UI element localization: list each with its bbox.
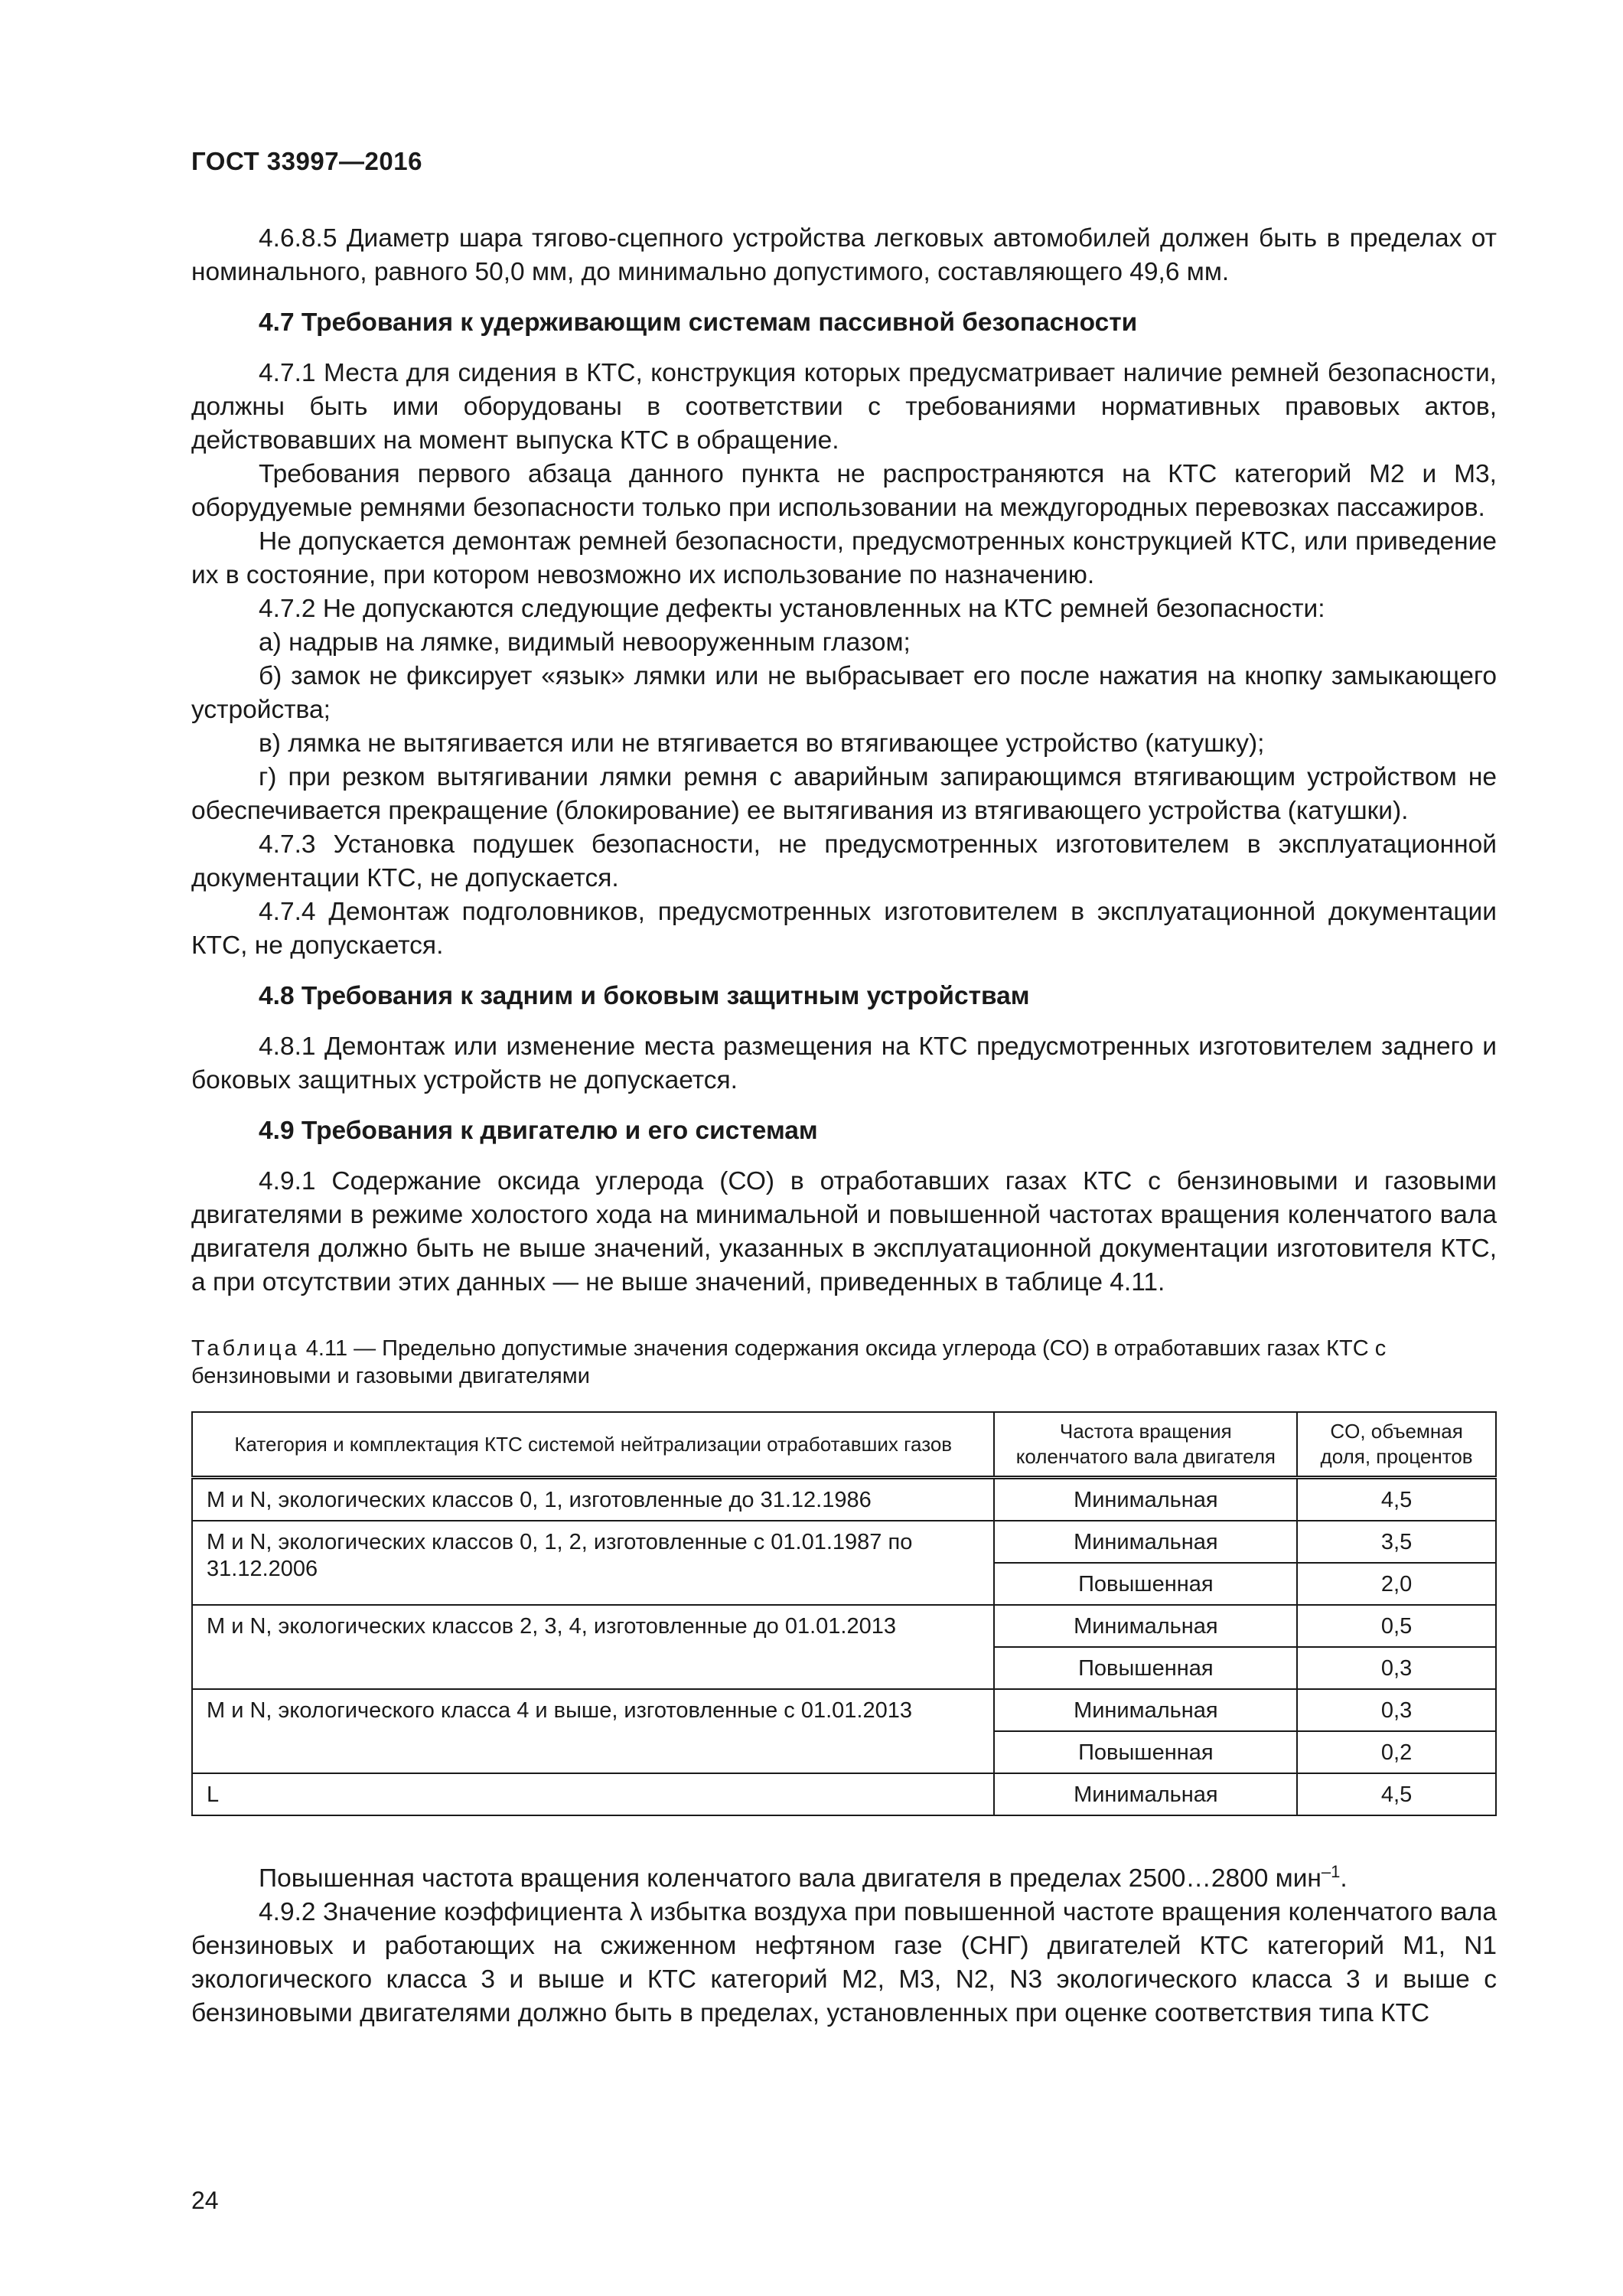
speed-cell: Повышенная xyxy=(994,1563,1297,1605)
paragraph-4-9-1: 4.9.1 Содержание оксида углерода (СО) в отработавших газах КТС с бензиновыми и газовыми двигателями в режиме холостого хода на минимальной и повышенной частотах вращения коленчатого вала двигателя должно быть не выше значений, указанных в эксплуатационной документации изготовителя КТС, а при отсутствии этих данных — не выше значений, приведенных в таблице 4.11. xyxy=(191,1167,1497,1296)
paragraph-rpm-note xyxy=(191,1862,1497,1896)
paragraph-4-7-1-b: Требования первого абзаца данного пункта не распространяются на КТС категорий M2 и M3, оборудуемые ремнями безопасности только при использовании на междугородных перевозках пассажиров. xyxy=(191,460,1497,522)
paragraph-4-7-1: 4.7.1 Места для сидения в КТС, конструкция которых предусматривает наличие ремней безопасности, должны быть ими оборудованы в соответствии с требованиями нормативных правовых актов, действовавших на момент выпуска КТС в обращение. xyxy=(191,359,1497,455)
speed-cell: Повышенная xyxy=(994,1731,1297,1773)
category-cell: M и N, экологического класса 4 и выше, изготовленные с 01.01.2013 xyxy=(192,1689,994,1773)
list-item-b: б) замок не фиксирует «язык» лямки или не выбрасывает его после нажатия на кнопку замыкающего устройства; xyxy=(191,662,1497,724)
co-cell: 0,5 xyxy=(1297,1605,1496,1647)
speed-cell: Минимальная xyxy=(994,1605,1297,1647)
co-cell: 4,5 xyxy=(1297,1773,1496,1815)
list-item-c: в) лямка не вытягивается или не втягивается во втягивающее устройство (катушку); xyxy=(259,729,1265,758)
rpm-note-end: . xyxy=(1340,1864,1348,1893)
speed-cell: Минимальная xyxy=(994,1478,1297,1521)
table-row xyxy=(192,1605,1496,1647)
paragraph-4-7-3: 4.7.3 Установка подушек безопасности, не предусмотренных изготовителем в эксплуатационной документации КТС, не допускается. xyxy=(191,830,1497,892)
header-speed: Частота вращения коленчатого вала двигателя xyxy=(994,1412,1297,1478)
document-header: ГОСТ 33997—2016 xyxy=(191,147,422,175)
co-cell: 0,3 xyxy=(1297,1647,1496,1689)
paragraph-4-7-2: 4.7.2 Не допускаются следующие дефекты установленных на КТС ремней безопасности: xyxy=(259,595,1325,623)
header-category: Категория и комплектация КТС системой нейтрализации отработавших газов xyxy=(192,1412,994,1478)
speed-cell: Минимальная xyxy=(994,1689,1297,1731)
table-row xyxy=(192,1773,1496,1815)
section-heading-4-8: 4.8 Требования к задним и боковым защитным устройствам xyxy=(259,982,1030,1010)
section-heading-4-9: 4.9 Требования к двигателю и его системам xyxy=(259,1117,818,1145)
document-body xyxy=(191,222,1497,2030)
category-cell: M и N, экологических классов 0, 1, 2, изготовленные с 01.01.1987 по 31.12.2006 xyxy=(192,1521,994,1605)
page-number: 24 xyxy=(191,2187,219,2214)
paragraph-4-7-4: 4.7.4 Демонтаж подголовников, предусмотренных изготовителем в эксплуатационной документации КТС, не допускается. xyxy=(191,898,1497,960)
section-heading-4-7: 4.7 Требования к удерживающим системам пассивной безопасности xyxy=(259,308,1138,337)
rpm-note-exponent: –1 xyxy=(1321,1861,1341,1881)
paragraph-4-8-1: 4.8.1 Демонтаж или изменение места размещения на КТС предусмотренных изготовителем заднего и боковых защитных устройств не допускается. xyxy=(191,1032,1497,1094)
paragraph-4-7-1-c: Не допускается демонтаж ремней безопасности, предусмотренных конструкцией КТС, или приведение их в состояние, при котором невозможно их использование по назначению. xyxy=(191,527,1497,589)
table-caption: 4.11 — Предельно допустимые значения содержания оксида углерода (СО) в отработавших газах КТС с бензиновыми и газовыми двигателями xyxy=(191,1336,1387,1388)
category-cell: M и N, экологических классов 2, 3, 4, изготовленные до 01.01.2013 xyxy=(192,1605,994,1689)
speed-cell: Повышенная xyxy=(994,1647,1297,1689)
co-limits-table xyxy=(191,1411,1497,1816)
list-item-d: г) при резком вытягивании лямки ремня с аварийным запирающимся втягивающим устройством не обеспечивается прекращение (блокирование) ее вытягивания из втягивающего устройства (катушки). xyxy=(191,763,1497,825)
table-header-row xyxy=(192,1412,1496,1478)
table-row xyxy=(192,1689,1496,1731)
co-cell: 0,3 xyxy=(1297,1689,1496,1731)
co-cell: 4,5 xyxy=(1297,1478,1496,1521)
category-cell: M и N, экологических классов 0, 1, изготовленные до 31.12.1986 xyxy=(192,1478,994,1521)
table-row xyxy=(192,1521,1496,1563)
co-cell: 3,5 xyxy=(1297,1521,1496,1563)
speed-cell: Минимальная xyxy=(994,1521,1297,1563)
paragraph-4-9-2: 4.9.2 Значение коэффициента λ избытка воздуха при повышенной частоте вращения коленчатого вала бензиновых и работающих на сжиженном нефтяном газе (СНГ) двигателей КТС категорий M1, N1 экологического класса 3 и выше и КТС категорий M2, M3, N2, N3 экологического класса 3 и выше с бензиновыми двигателями должно быть в пределах, установленных при оценке соответствия типа КТС xyxy=(191,1898,1497,2027)
co-cell: 2,0 xyxy=(1297,1563,1496,1605)
header-co: CO, объемная доля, процентов xyxy=(1297,1412,1496,1478)
speed-cell: Минимальная xyxy=(994,1773,1297,1815)
category-cell: L xyxy=(192,1773,994,1815)
paragraph-4-6-8-5: 4.6.8.5 Диаметр шара тягово-сцепного устройства легковых автомобилей должен быть в пределах от номинального, равного 50,0 мм, до минимально допустимого, составляющего 49,6 мм. xyxy=(191,224,1497,286)
rpm-note-text: Повышенная частота вращения коленчатого вала двигателя в пределах 2500…2800 мин xyxy=(259,1864,1322,1893)
co-cell: 0,2 xyxy=(1297,1731,1496,1773)
list-item-a: а) надрыв на лямке, видимый невооруженным глазом; xyxy=(259,628,911,657)
table-label: Таблица xyxy=(191,1336,300,1361)
table-title xyxy=(191,1335,1497,1390)
table-row xyxy=(192,1478,1496,1521)
